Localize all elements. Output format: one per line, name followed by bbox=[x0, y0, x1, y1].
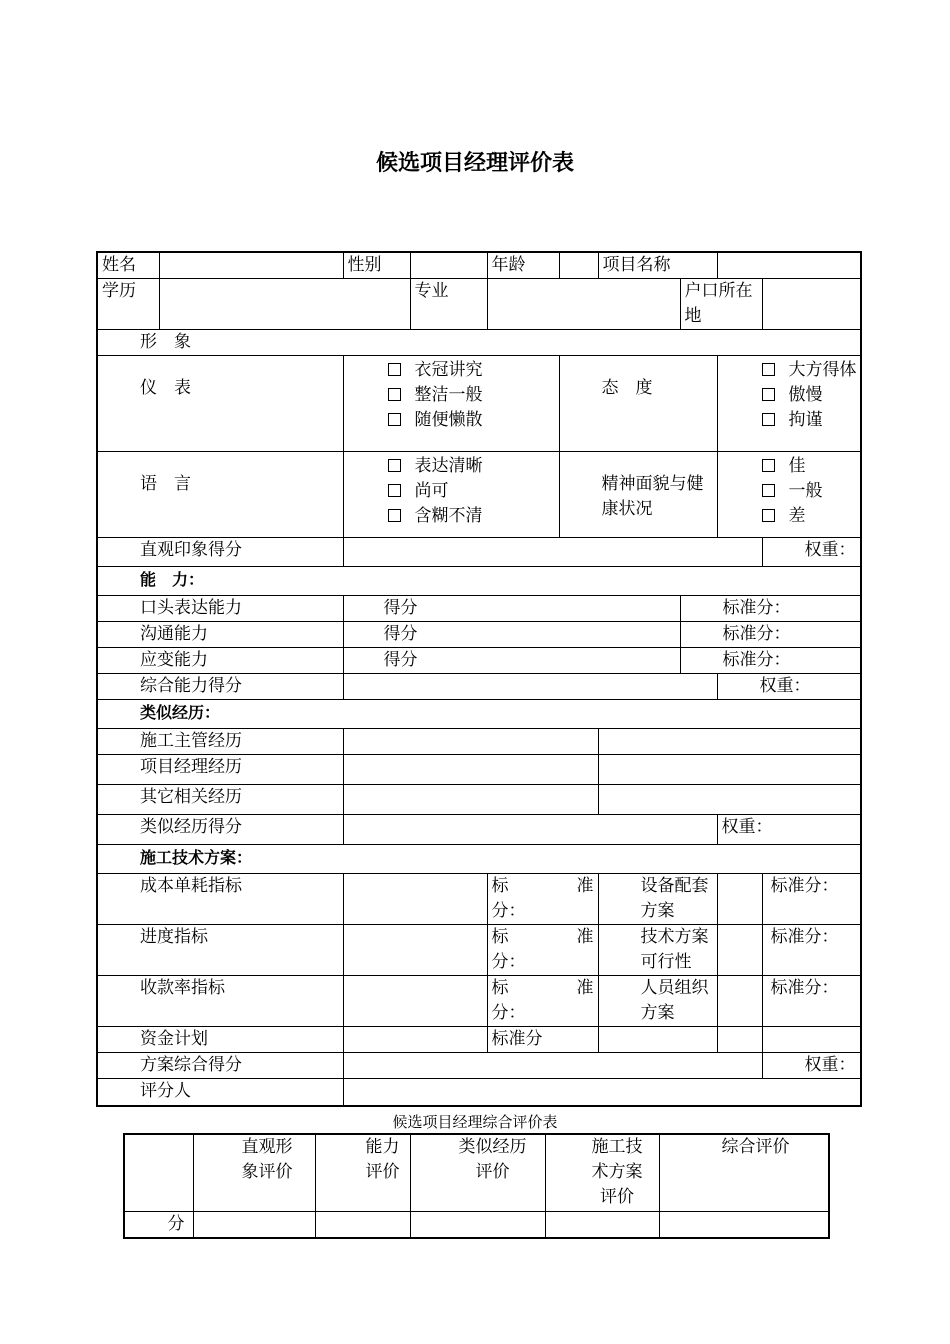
experience-total-field[interactable] bbox=[343, 815, 717, 845]
experience-total-row bbox=[97, 815, 861, 845]
gender-label: 性别 bbox=[343, 252, 410, 279]
checkbox-icon[interactable] bbox=[762, 484, 775, 497]
ability-score-field[interactable]: 得分 bbox=[343, 596, 680, 622]
summary-header: 施工技术方案评价 bbox=[545, 1134, 659, 1211]
summary-header: 能力评价 bbox=[315, 1134, 410, 1211]
checkbox-icon[interactable] bbox=[388, 509, 401, 522]
project-name-label: 项目名称 bbox=[598, 252, 717, 279]
basic-row-2 bbox=[97, 279, 861, 330]
checkbox-option[interactable]: 尚可 bbox=[388, 479, 555, 504]
speech-options bbox=[343, 452, 559, 538]
summary-score-field[interactable] bbox=[315, 1211, 410, 1238]
plan-left-field[interactable] bbox=[343, 925, 487, 976]
experience-field[interactable] bbox=[598, 785, 861, 815]
experience-section-row bbox=[97, 700, 861, 729]
checkbox-option[interactable]: 拘谨 bbox=[762, 408, 857, 433]
gender-field[interactable] bbox=[410, 252, 487, 279]
plan-left-label: 收款率指标 bbox=[97, 976, 343, 1027]
spirit-label: 精神面貌与健康状况 bbox=[559, 452, 717, 538]
checkbox-option[interactable]: 佳 bbox=[762, 454, 857, 479]
ability-total-field[interactable] bbox=[343, 674, 717, 700]
checkbox-icon[interactable] bbox=[388, 484, 401, 497]
experience-field[interactable] bbox=[343, 785, 598, 815]
experience-field[interactable] bbox=[598, 729, 861, 755]
ability-std-field[interactable]: 标准分： bbox=[680, 622, 861, 648]
image-score-field[interactable] bbox=[343, 538, 762, 567]
plan-right-field[interactable] bbox=[717, 925, 762, 976]
basic-row-1 bbox=[97, 252, 861, 279]
plan-section-heading: 施工技术方案： bbox=[97, 845, 861, 874]
major-field[interactable] bbox=[487, 279, 680, 330]
summary-corner bbox=[124, 1134, 193, 1211]
ability-section-heading: 能 力： bbox=[97, 567, 861, 596]
ability-total-label: 综合能力得分 bbox=[97, 674, 343, 700]
experience-row bbox=[97, 785, 861, 815]
fund-field[interactable] bbox=[598, 1027, 717, 1053]
checkbox-option[interactable]: 大方得体 bbox=[762, 358, 857, 383]
ability-score-field[interactable]: 得分 bbox=[343, 622, 680, 648]
fund-label: 资金计划 bbox=[97, 1027, 343, 1053]
checkbox-icon[interactable] bbox=[388, 388, 401, 401]
plan-std-field[interactable]: 标 准 分： bbox=[487, 925, 598, 976]
summary-score-field[interactable] bbox=[410, 1211, 545, 1238]
summary-score-field[interactable] bbox=[659, 1211, 829, 1238]
ability-label: 沟通能力 bbox=[97, 622, 343, 648]
fund-row bbox=[97, 1027, 861, 1053]
summary-header: 综合评价 bbox=[659, 1134, 829, 1211]
plan-std-field[interactable]: 标 准 分： bbox=[487, 976, 598, 1027]
checkbox-icon[interactable] bbox=[388, 459, 401, 472]
spirit-options bbox=[717, 452, 861, 538]
image-section-row bbox=[97, 330, 861, 356]
summary-header-row bbox=[124, 1134, 829, 1211]
plan-right-label: 技术方案可行性 bbox=[598, 925, 717, 976]
name-field[interactable] bbox=[159, 252, 343, 279]
plan-right-label: 人员组织方案 bbox=[598, 976, 717, 1027]
ability-row bbox=[97, 596, 861, 622]
experience-row bbox=[97, 755, 861, 785]
summary-header: 直观形象评价 bbox=[193, 1134, 315, 1211]
ability-section-row bbox=[97, 567, 861, 596]
plan-row bbox=[97, 976, 861, 1027]
experience-field[interactable] bbox=[343, 729, 598, 755]
plan-left-label: 成本单耗指标 bbox=[97, 874, 343, 925]
summary-header: 类似经历评价 bbox=[410, 1134, 545, 1211]
plan-right-std[interactable]: 标准分： bbox=[762, 874, 861, 925]
page-title: 候选项目经理评价表 bbox=[375, 151, 574, 176]
checkbox-option[interactable]: 表达清晰 bbox=[388, 454, 555, 479]
summary-score-row bbox=[124, 1211, 829, 1238]
summary-title: 候选项目经理综合评价表 bbox=[392, 1113, 558, 1131]
summary-score-field[interactable] bbox=[545, 1211, 659, 1238]
ability-weight-label: 权重： bbox=[717, 674, 861, 700]
plan-row bbox=[97, 925, 861, 976]
ability-total-row bbox=[97, 674, 861, 700]
plan-std-field[interactable]: 标 准 分： bbox=[487, 874, 598, 925]
major-label: 专业 bbox=[410, 279, 487, 330]
evaluation-form-table bbox=[96, 251, 862, 1107]
experience-field[interactable] bbox=[343, 755, 598, 785]
hukou-label: 户口所在地 bbox=[680, 279, 762, 330]
fund-field[interactable] bbox=[717, 1027, 762, 1053]
fund-field[interactable] bbox=[762, 1027, 861, 1053]
plan-row bbox=[97, 874, 861, 925]
checkbox-icon[interactable] bbox=[388, 363, 401, 376]
summary-score-field[interactable] bbox=[193, 1211, 315, 1238]
speech-label: 语 言 bbox=[97, 452, 343, 538]
age-field[interactable] bbox=[559, 252, 598, 279]
experience-row bbox=[97, 729, 861, 755]
hukou-field[interactable] bbox=[762, 279, 861, 330]
education-label: 学历 bbox=[97, 279, 159, 330]
plan-total-field[interactable] bbox=[343, 1053, 762, 1079]
checkbox-option[interactable]: 整洁一般 bbox=[388, 383, 555, 408]
appearance-row bbox=[97, 356, 861, 452]
checkbox-option[interactable]: 差 bbox=[762, 504, 857, 529]
image-section-heading: 形 象 bbox=[97, 330, 861, 356]
rater-row bbox=[97, 1079, 861, 1106]
summary-row-label: 分 bbox=[124, 1211, 193, 1238]
experience-section-heading: 类似经历： bbox=[97, 700, 861, 729]
rater-label: 评分人 bbox=[97, 1079, 343, 1106]
rater-field[interactable] bbox=[343, 1079, 861, 1106]
checkbox-option[interactable]: 傲慢 bbox=[762, 383, 857, 408]
ability-row bbox=[97, 622, 861, 648]
plan-left-field[interactable] bbox=[343, 976, 487, 1027]
image-weight-label: 权重： bbox=[762, 538, 861, 567]
checkbox-option[interactable]: 随便懒散 bbox=[388, 408, 555, 433]
appearance-options bbox=[343, 356, 559, 452]
checkbox-option[interactable]: 含糊不清 bbox=[388, 504, 555, 529]
appearance-label: 仪 表 bbox=[97, 356, 343, 452]
experience-weight-label: 权重： bbox=[717, 815, 861, 845]
speech-row bbox=[97, 452, 861, 538]
plan-weight-label: 权重： bbox=[762, 1053, 861, 1079]
checkbox-icon[interactable] bbox=[762, 509, 775, 522]
plan-right-std[interactable]: 标准分： bbox=[762, 925, 861, 976]
plan-right-label: 设备配套方案 bbox=[598, 874, 717, 925]
experience-field[interactable] bbox=[598, 755, 861, 785]
experience-label: 其它相关经历 bbox=[97, 785, 343, 815]
plan-left-label: 进度指标 bbox=[97, 925, 343, 976]
age-label: 年龄 bbox=[487, 252, 559, 279]
fund-field[interactable] bbox=[343, 1027, 487, 1053]
checkbox-icon[interactable] bbox=[762, 363, 775, 376]
checkbox-icon[interactable] bbox=[762, 388, 775, 401]
checkbox-option[interactable]: 衣冠讲究 bbox=[388, 358, 555, 383]
checkbox-option[interactable]: 一般 bbox=[762, 479, 857, 504]
checkbox-icon[interactable] bbox=[388, 413, 401, 426]
fund-std-label: 标准分 bbox=[487, 1027, 598, 1053]
plan-right-field[interactable] bbox=[717, 874, 762, 925]
image-score-label: 直观印象得分 bbox=[97, 538, 343, 567]
project-name-field[interactable] bbox=[717, 252, 861, 279]
summary-table bbox=[123, 1133, 830, 1239]
ability-std-field[interactable]: 标准分： bbox=[680, 596, 861, 622]
plan-right-std[interactable]: 标准分： bbox=[762, 976, 861, 1027]
attitude-label: 态 度 bbox=[559, 356, 717, 452]
plan-total-label: 方案综合得分 bbox=[97, 1053, 343, 1079]
checkbox-icon[interactable] bbox=[762, 459, 775, 472]
ability-row bbox=[97, 648, 861, 674]
ability-label: 口头表达能力 bbox=[97, 596, 343, 622]
ability-score-field[interactable]: 得分 bbox=[343, 648, 680, 674]
plan-right-field[interactable] bbox=[717, 976, 762, 1027]
checkbox-icon[interactable] bbox=[762, 413, 775, 426]
education-field[interactable] bbox=[159, 279, 410, 330]
plan-section-row bbox=[97, 845, 861, 874]
plan-left-field[interactable] bbox=[343, 874, 487, 925]
ability-std-field[interactable]: 标准分： bbox=[680, 648, 861, 674]
experience-total-label: 类似经历得分 bbox=[97, 815, 343, 845]
attitude-options bbox=[717, 356, 861, 452]
image-score-row bbox=[97, 538, 861, 567]
name-label: 姓名 bbox=[97, 252, 159, 279]
ability-label: 应变能力 bbox=[97, 648, 343, 674]
plan-total-row bbox=[97, 1053, 861, 1079]
experience-label: 施工主管经历 bbox=[97, 729, 343, 755]
experience-label: 项目经理经历 bbox=[97, 755, 343, 785]
